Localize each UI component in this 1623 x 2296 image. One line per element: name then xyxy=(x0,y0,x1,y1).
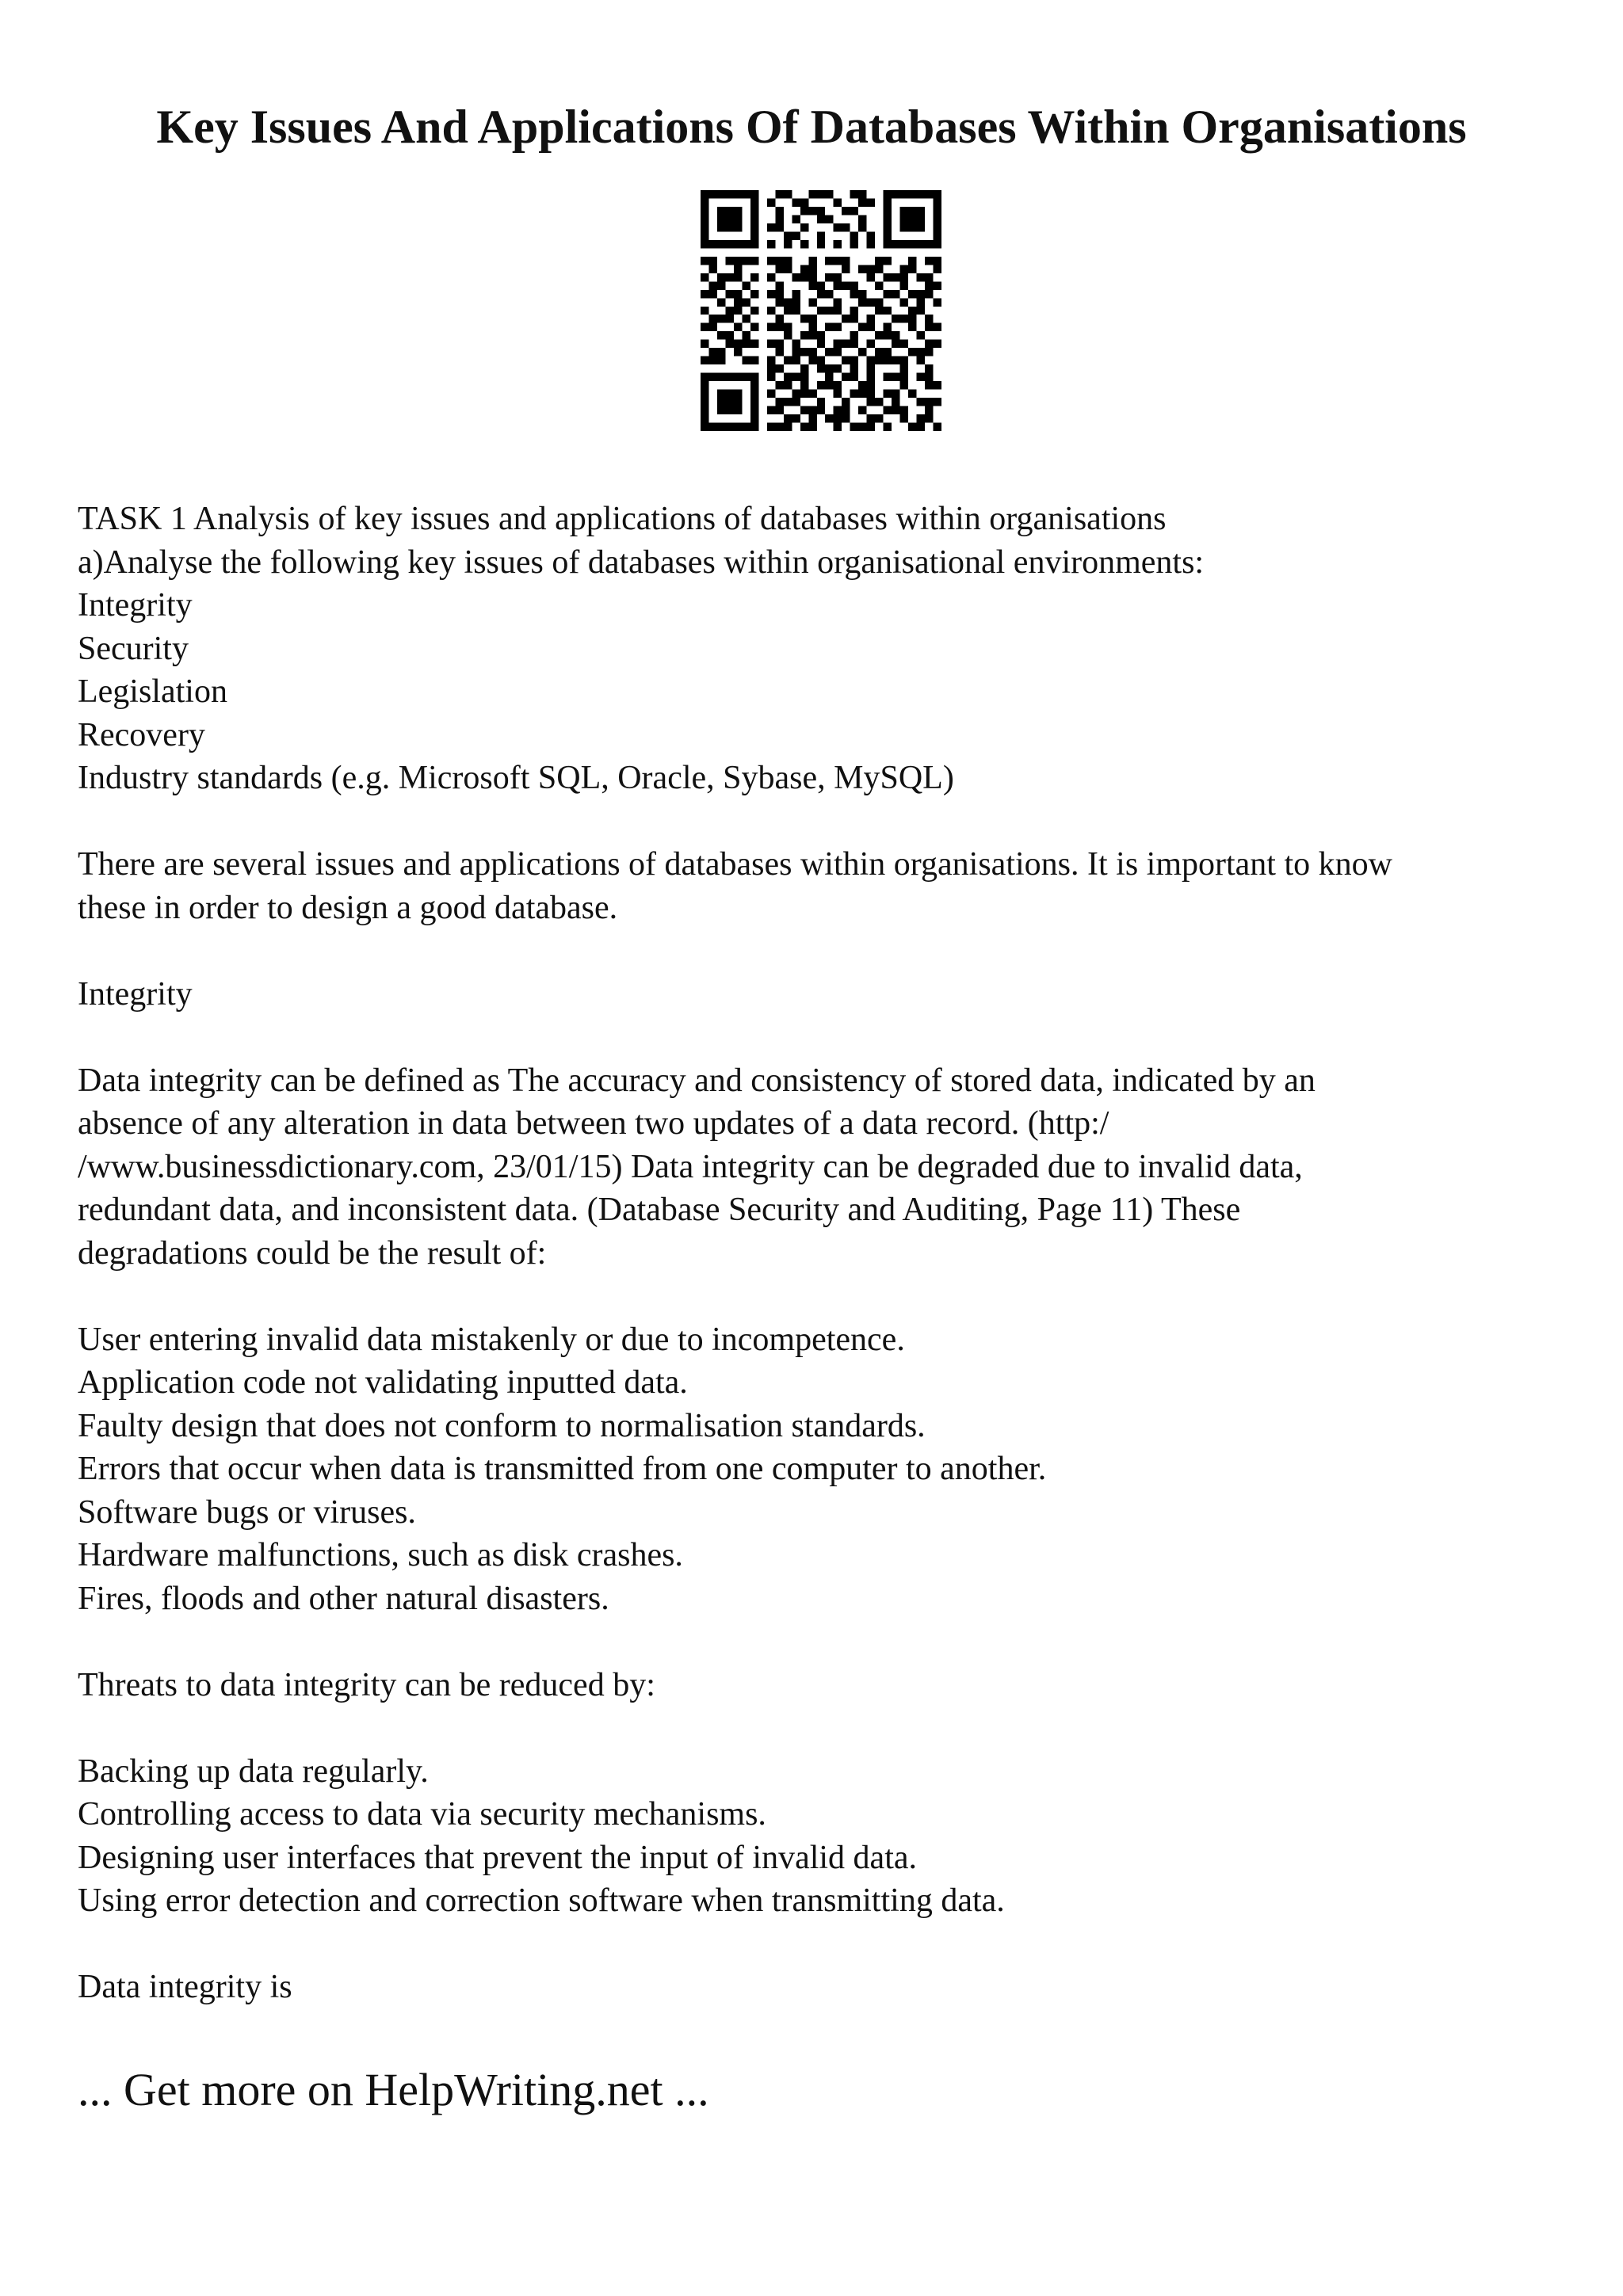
key-issue-item: Integrity xyxy=(78,587,193,624)
document-title: Key Issues And Applications Of Databases Within Organisations xyxy=(156,101,1467,153)
degradation-cause-item: Software bugs or viruses. xyxy=(78,1493,416,1531)
degradation-cause-item: Hardware malfunctions, such as disk crashes. xyxy=(78,1537,683,1573)
intro-paragraph-line: these in order to design a good database. xyxy=(78,889,618,926)
paragraph-gap xyxy=(78,929,1568,973)
key-issue-item: Security xyxy=(78,630,189,667)
key-issue-item: Industry standards (e.g. Microsoft SQL, Oracle, Sybase, MySQL) xyxy=(78,760,954,796)
threat-reduction-item: Controlling access to data via security mechanisms. xyxy=(78,1796,766,1833)
qr-code-icon xyxy=(701,190,941,431)
threat-reduction-item: Designing user interfaces that prevent the input of invalid data. xyxy=(78,1839,918,1876)
key-issue-item: Legislation xyxy=(78,673,227,710)
definition-paragraph-line: degradations could be the result of: xyxy=(78,1234,547,1272)
threats-intro: Threats to data integrity can be reduced by: xyxy=(78,1666,655,1703)
definition-paragraph-line: redundant data, and inconsistent data. (Database Security and Auditing, Page 11) These xyxy=(78,1192,1241,1228)
task-instruction: a)Analyse the following key issues of databases within organisational environments: xyxy=(78,543,1205,581)
threat-reduction-item: Using error detection and correction software when transmitting data. xyxy=(78,1882,1005,1919)
degradation-cause-item: Faulty design that does not conform to normalisation standards. xyxy=(78,1407,926,1444)
task-heading: TASK 1 Analysis of key issues and applications of databases within organisations xyxy=(78,501,1167,537)
get-more-link[interactable]: ... Get more on HelpWriting.net ... xyxy=(78,2064,709,2115)
truncated-paragraph: Data integrity is xyxy=(78,1969,292,2005)
document-body xyxy=(78,498,1568,2009)
definition-paragraph-line: /www.businessdictionary.com, 23/01/15) Data integrity can be degraded due to invalid data, xyxy=(78,1148,1303,1185)
paragraph-gap xyxy=(78,1707,1568,1750)
degradation-cause-item: User entering invalid data mistakenly or due to incompetence. xyxy=(78,1321,905,1358)
intro-paragraph-line: There are several issues and applications of databases within organisations. It is important to know xyxy=(78,846,1392,883)
paragraph-gap xyxy=(78,1923,1568,1966)
paragraph-gap xyxy=(78,1016,1568,1059)
degradation-cause-item: Application code not validating inputted data. xyxy=(78,1364,688,1401)
definition-paragraph-line: Data integrity can be defined as The accuracy and consistency of stored data, indicated by an xyxy=(78,1062,1316,1099)
paragraph-gap xyxy=(78,1620,1568,1664)
section-heading: Integrity xyxy=(78,975,193,1013)
paragraph-gap xyxy=(78,1275,1568,1318)
degradation-cause-item: Fires, floods and other natural disasters. xyxy=(78,1580,609,1617)
threat-reduction-item: Backing up data regularly. xyxy=(78,1753,429,1790)
key-issue-item: Recovery xyxy=(78,716,205,753)
footer xyxy=(78,2060,709,2120)
definition-paragraph-line: absence of any alteration in data between two updates of a data record. (http:/ xyxy=(78,1105,1109,1142)
paragraph-gap xyxy=(78,800,1568,844)
degradation-cause-item: Errors that occur when data is transmitted from one computer to another. xyxy=(78,1451,1047,1487)
